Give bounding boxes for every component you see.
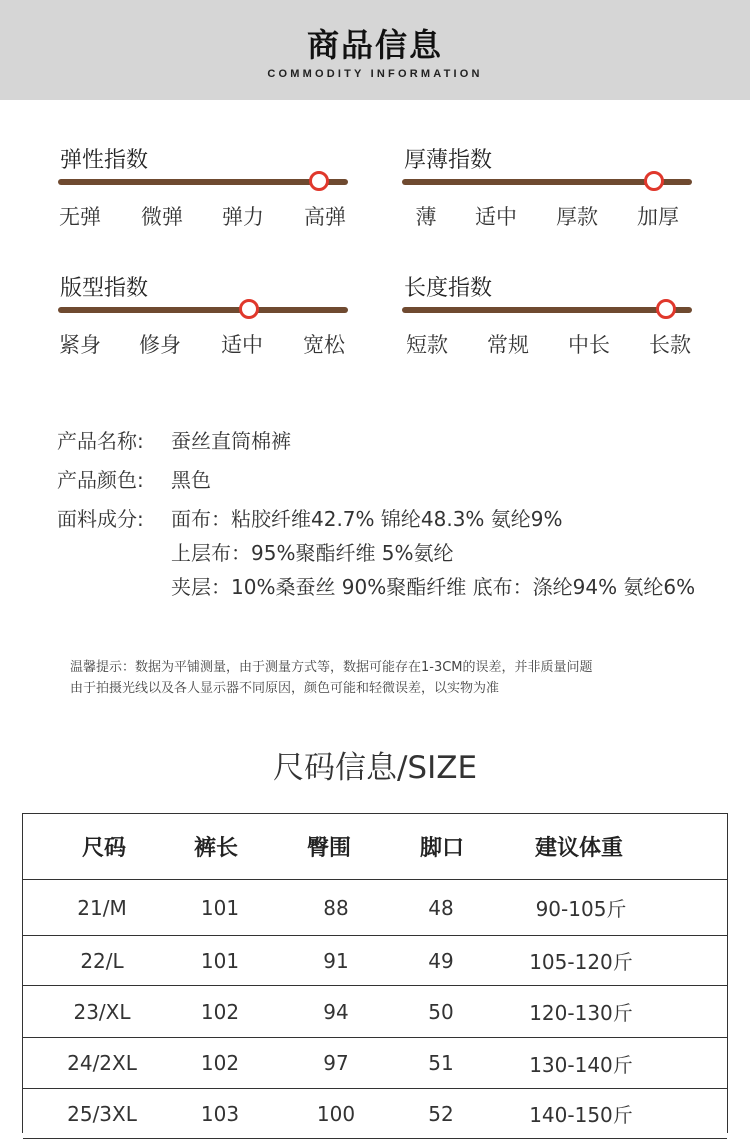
hem-cell: 48 — [428, 895, 454, 920]
product-name-key: 产品名称: — [57, 429, 144, 453]
column-header: 尺码 — [81, 836, 127, 861]
index-level: 宽松 — [303, 333, 345, 357]
index-level: 修身 — [139, 333, 181, 357]
size-cell: 22/L — [80, 948, 124, 973]
thickness-index — [402, 143, 702, 253]
notice-line: 温馨提示：数据为平铺测量，由于测量方式等，数据可能存在1-3CM的误差，并非质量问题 — [70, 660, 593, 675]
table-row — [23, 880, 727, 936]
header-banner — [0, 0, 750, 100]
hip-cell: 91 — [323, 948, 349, 973]
index-level: 适中 — [221, 333, 263, 357]
size-section-title: 尺码信息/SIZE — [272, 750, 478, 786]
index-level: 高弹 — [304, 205, 346, 229]
column-header: 裤长 — [193, 836, 239, 861]
size-cell: 25/3XL — [67, 1101, 137, 1126]
hem-cell: 50 — [428, 999, 454, 1024]
size-cell: 23/XL — [73, 999, 131, 1024]
index-level: 中长 — [568, 333, 610, 357]
length-cell: 102 — [200, 999, 240, 1024]
page-title: 商品信息 — [306, 26, 443, 64]
product-color-key: 产品颜色: — [57, 468, 144, 492]
index-level: 弹力 — [222, 205, 264, 229]
length-cell: 101 — [200, 895, 240, 920]
index-label: 版型指数 — [60, 276, 149, 301]
index-marker — [644, 171, 664, 191]
material-line: 面布：粘胶纤维42.7% 锦纶48.3% 氨纶9% — [171, 507, 563, 531]
fit-index — [58, 271, 358, 381]
material-key: 面料成分: — [57, 507, 144, 531]
hem-cell: 49 — [428, 948, 454, 973]
length-cell: 102 — [200, 1051, 240, 1075]
size-cell: 21/M — [77, 895, 127, 920]
index-level: 长款 — [649, 333, 691, 357]
hip-cell: 100 — [316, 1101, 356, 1126]
weight-cell: 130-140斤 — [529, 1052, 633, 1077]
index-track — [402, 307, 692, 313]
product-color-value: 黑色 — [171, 468, 211, 492]
index-marker — [309, 171, 329, 191]
column-header: 建议体重 — [534, 836, 624, 861]
length-cell: 103 — [200, 1101, 240, 1126]
material-line: 夹层：10%桑蚕丝 90%聚酯纤维 底布：涤纶94% 氨纶6% — [171, 575, 696, 599]
index-level: 厚款 — [556, 205, 598, 229]
size-cell: 24/2XL — [67, 1051, 137, 1075]
index-level: 适中 — [475, 205, 517, 229]
index-marker — [239, 299, 259, 319]
index-level: 薄 — [415, 205, 437, 229]
hem-cell: 52 — [428, 1101, 454, 1126]
product-name-value: 蚕丝直筒棉裤 — [171, 429, 291, 453]
table-row — [23, 1038, 727, 1089]
table-header-row — [23, 814, 727, 880]
table-row — [23, 936, 727, 986]
product-color-row — [57, 464, 211, 493]
index-level: 短款 — [406, 333, 448, 357]
page-subtitle: COMMODITY INFORMATION — [267, 68, 483, 80]
index-level: 紧身 — [59, 333, 101, 357]
index-level: 加厚 — [637, 205, 679, 229]
hip-cell: 88 — [323, 895, 349, 920]
hip-cell: 97 — [323, 1051, 349, 1075]
weight-cell: 120-130斤 — [529, 1001, 633, 1025]
column-header: 脚口 — [419, 836, 465, 861]
table-row — [23, 1089, 727, 1139]
product-name-row — [57, 425, 291, 454]
column-header: 臀围 — [306, 836, 352, 861]
notice-line: 由于拍摄光线以及各人显示器不同原因，颜色可能和轻微误差，以实物为准 — [70, 681, 500, 696]
weight-cell: 140-150斤 — [529, 1103, 633, 1127]
length-index — [402, 271, 702, 381]
index-label: 长度指数 — [404, 276, 493, 301]
index-level: 微弹 — [141, 205, 183, 229]
material-row — [57, 503, 563, 532]
elasticity-index — [58, 143, 358, 253]
index-marker — [656, 299, 676, 319]
size-table — [22, 813, 728, 1133]
hip-cell: 94 — [323, 999, 349, 1024]
table-row — [23, 986, 727, 1038]
hem-cell: 51 — [428, 1051, 454, 1075]
weight-cell: 90-105斤 — [535, 897, 627, 921]
index-label: 弹性指数 — [60, 148, 149, 173]
weight-cell: 105-120斤 — [529, 950, 633, 974]
length-cell: 101 — [200, 948, 240, 973]
index-level: 常规 — [487, 333, 529, 357]
index-track — [58, 307, 348, 313]
index-track — [58, 179, 348, 185]
index-label: 厚薄指数 — [404, 148, 493, 173]
index-level: 无弹 — [59, 205, 101, 229]
material-line: 上层布：95%聚酯纤维 5%氨纶 — [171, 541, 454, 565]
